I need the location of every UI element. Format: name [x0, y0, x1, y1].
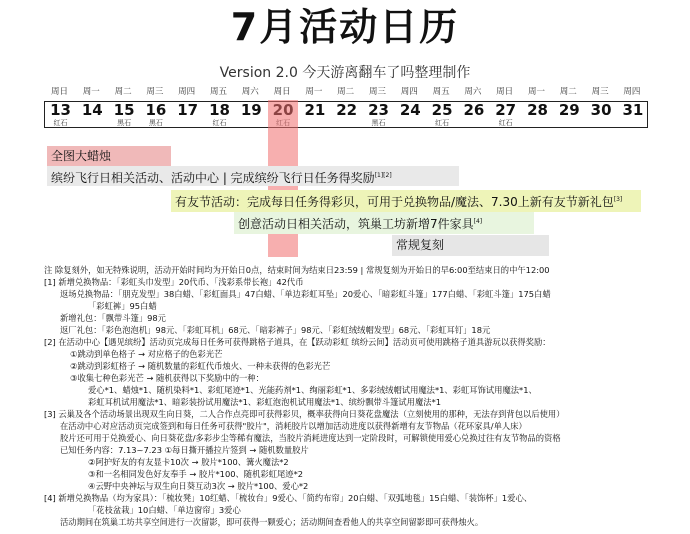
calendar-day [522, 102, 553, 129]
weekday-label: 周日 [273, 87, 291, 97]
weekday-label: 周二 [114, 87, 132, 97]
weekday-label: 周六 [241, 87, 259, 97]
event-bar-friendship-label: 有友节活动：完成每日任务得彩贝，可用于兑换物品/魔法、7.30上新有友节新礼包 [175, 195, 614, 209]
note-line: 新增礼包：「飘带斗篷」98元 [60, 313, 166, 323]
calendar-day [204, 102, 235, 129]
note-line: ③收集七种色彩光芒 → 随机获得以下奖励中的一种： [70, 373, 264, 383]
day-marker: 黑石 [148, 119, 163, 127]
weekday-label: 周四 [178, 87, 196, 97]
event-bar-rerun [392, 235, 549, 256]
weekday-label: 周三 [591, 87, 609, 97]
calendar-day [140, 102, 171, 129]
calendar-day [299, 102, 330, 129]
day-number: 27 [495, 101, 517, 119]
event-bar-creative [234, 212, 534, 234]
page-title: 7月活动日历 [230, 5, 460, 49]
note-line: 「花枝盆栽」10白蜡、「单边窗帘」3爱心 [88, 505, 241, 515]
day-number: 14 [81, 101, 103, 119]
day-number: 13 [50, 101, 71, 119]
note-line: 彩虹耳机试用魔法*1、暗彩装扮试用魔法*1、彩虹泡泡机试用魔法*1、缤纷飘带斗篷试用魔法*1 [88, 397, 441, 407]
event-bar-flight-day [47, 166, 459, 186]
note-line: [1] 新增兑换物品：「彩虹头巾发型」20代币、「浅彩系带长袍」42代币 [44, 277, 304, 287]
calendar-day [77, 102, 108, 129]
calendar-day [554, 102, 585, 129]
day-number: 28 [527, 101, 548, 119]
day-marker: 红石 [435, 119, 450, 127]
event-bar-friendship-note: [3] [613, 196, 623, 203]
notes-section [44, 264, 684, 528]
event-bar-creative-label: 创意活动日相关活动，筑巢工坊新增7件家具 [238, 217, 474, 231]
note-line: 返厂礼包：「彩色泡泡机」98元、「彩虹耳机」68元、「暗彩裤子」98元、「彩虹绒绒帽发型」68元、「彩虹耳钉」18元 [60, 325, 491, 335]
weekday-label: 周日 [50, 87, 68, 97]
calendar-day [395, 102, 426, 129]
calendar-day [586, 102, 617, 129]
day-marker: 黑石 [117, 119, 132, 127]
note-line: [2] 在活动中心【遇见缤纷】活动页完成每日任务可获得跳格子道具，在【跃动彩虹 缤纷云间】活动页可使用跳格子道具游玩以获得奖励： [44, 337, 551, 347]
event-bar-rerun-label: 常规复刻 [396, 238, 445, 252]
day-number: 30 [590, 101, 612, 119]
day-number: 23 [368, 101, 389, 119]
note-line: [3] 云巢及各个活动场景出现双生向日葵，二人合作点亮即可获得彩贝，概率获得向日葵花盘魔法（立刻使用的那种，无法存到背包以后使用） [44, 409, 565, 419]
calendar-day [427, 102, 458, 129]
day-number: 26 [463, 101, 485, 119]
weekday-label: 周四 [400, 87, 418, 97]
day-number: 16 [145, 101, 167, 119]
day-number: 24 [399, 101, 421, 119]
day-number: 18 [209, 101, 230, 119]
weekday-label: 周一 [305, 87, 323, 97]
note-line: 注 除复刻外，如无特殊说明，活动开始时间均为开始日0点，结束时间为结束日23:59 | 常规复刻为开始日的早6:00至结束日的中午12:00 [44, 265, 550, 275]
calendar-days-row [44, 101, 648, 128]
day-number: 15 [113, 101, 135, 119]
day-marker: 黑石 [371, 119, 386, 127]
note-line: [4] 新增兑换物品（均为家具）：「梳妆凳」10红蜡、「梳妆台」9爱心、「简约布帘」20白蜡、「双弧地毯」15白蜡、「装饰杯」1爱心、 [44, 493, 533, 503]
note-line: 活动期间在筑巢工坊共享空间进行一次留影，即可获得一颗爱心；活动期间查看他人的共享空间留影即可获得烛火。 [60, 517, 484, 527]
weekday-label: 周二 [337, 87, 355, 97]
day-number: 22 [336, 101, 358, 119]
calendar-day [363, 102, 394, 129]
weekday-label: 周五 [432, 87, 450, 97]
weekday-label: 周日 [496, 87, 514, 97]
note-line: 「彩虹裤」95白蜡 [88, 301, 157, 311]
weekday-label: 周三 [368, 87, 386, 97]
day-number: 25 [431, 101, 453, 119]
weekday-label: 周五 [209, 87, 227, 97]
event-bar-friendship [171, 190, 641, 212]
note-line: ④云野中央神坛与双生向日葵互动3次 → 胶片*100、爱心*2 [88, 481, 309, 491]
note-line: 胶片还可用于兑换爱心、向日葵花盘/多彩步尘等稀有魔法，当胶片消耗进度达到一定阶段时，可解锁使用爱心兑换过往有友节物品的资格 [60, 433, 561, 443]
day-number: 31 [622, 101, 644, 119]
page-subtitle: Version 2.0 今天游离翻车了吗整理制作 [219, 65, 471, 81]
weekday-label: 周二 [559, 87, 577, 97]
calendar-day [109, 102, 140, 129]
note-line: 返场兑换物品：「朋克发型」38白蜡、「彩虹面具」47白蜡、「单边彩虹耳坠」20爱心、「暗彩虹斗篷」177白蜡、「彩虹斗篷」175白蜡 [60, 289, 551, 299]
weekday-label: 周一 [82, 87, 100, 97]
day-marker: 红石 [53, 119, 68, 127]
note-line: 在活动中心对应活动页完成签到和每日任务可获得"胶片"，消耗胶片以增加活动进度以获得新增有友节物品（花环家具/单人床） [60, 421, 527, 431]
calendar-day [617, 102, 648, 129]
weekday-label: 周六 [464, 87, 482, 97]
day-number: 17 [177, 101, 199, 119]
note-line: ③和一名相同发色好友奉手 → 胶片*100、随机彩虹尾迹*2 [88, 469, 304, 479]
calendar-day [172, 102, 203, 129]
weekday-label: 周一 [527, 87, 545, 97]
day-number: 19 [240, 101, 262, 119]
event-bar-candle [47, 146, 171, 166]
calendar-day [45, 102, 76, 129]
event-bar-creative-note: [4] [473, 218, 483, 225]
note-line: ②跳动到彩虹格子 → 随机数量的彩虹代币烛火、一种未获得的色彩光芒 [70, 361, 331, 371]
weekday-label: 周三 [146, 87, 164, 97]
calendar-day [236, 102, 267, 129]
calendar-day [331, 102, 362, 129]
note-line: 已知任务内容：7.13~7.23 ①每日撕开播拉片签到 → 随机数量胶片 [60, 445, 309, 455]
event-bar-flight-day-label: 缤纷飞行日相关活动、活动中心 | 完成缤纷飞行日任务得奖励 [51, 171, 375, 185]
calendar-day [490, 102, 521, 129]
day-marker: 红石 [498, 119, 513, 127]
day-number: 29 [558, 101, 580, 119]
day-number: 21 [304, 101, 326, 119]
event-bar-flight-day-note: [1][2] [374, 172, 392, 179]
event-bar-candle-label: 全图大蜡烛 [51, 149, 112, 163]
weekday-label: 周四 [623, 87, 641, 97]
note-line: ①跳动到单色格子 → 对应格子的色彩光芒 [70, 349, 223, 359]
note-line: ②阿护好友的有友显卡10次 → 胶片*100、篝火魔法*2 [88, 457, 289, 467]
calendar-day [458, 102, 489, 129]
day-marker: 红石 [212, 119, 227, 127]
note-line: 爱心*1、蜡烛*1、随机染料*1、彩虹尾迹*1、光能药剂*1、绚丽彩虹*1、多彩绒绒帽试用魔法*1、彩虹耳饰试用魔法*1、 [88, 385, 537, 395]
